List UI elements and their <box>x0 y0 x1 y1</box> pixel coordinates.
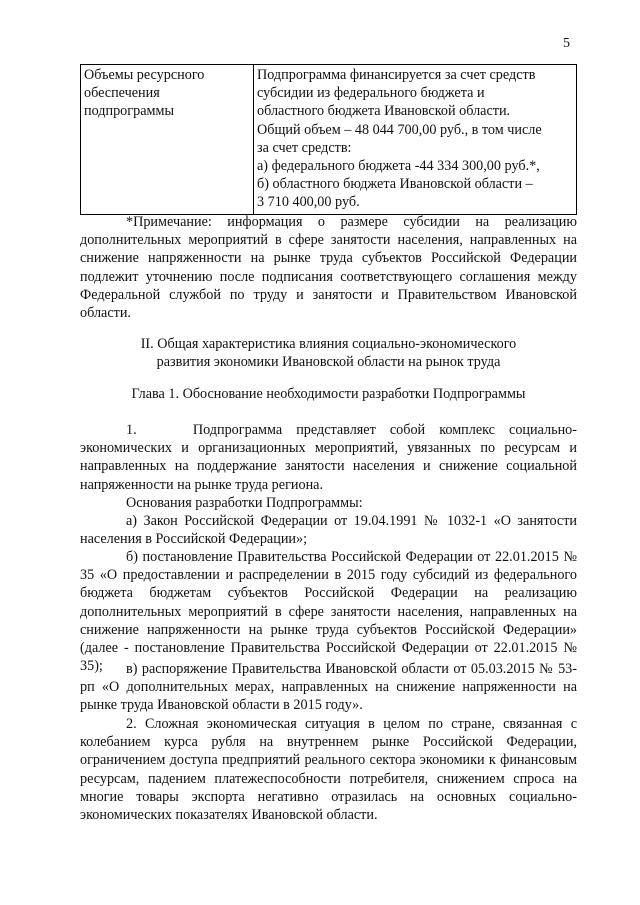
label-line: подпрограммы <box>84 103 174 120</box>
chapter-title: Глава 1. Обоснование необходимости разработки Подпрограммы <box>131 386 526 402</box>
value-line: субсидии из федерального бюджета и <box>257 85 485 102</box>
section-title-line-2: развития экономики Ивановской области на рынок труда <box>156 354 501 370</box>
subprogram-info-table <box>80 64 577 215</box>
page-number: 5 <box>563 36 570 51</box>
table-cell-value <box>254 65 577 215</box>
value-line: а) федерального бюджета -44 334 300,00 руб.*, <box>257 158 540 175</box>
footnote: *Примечание: информация о размере субсидии на реализацию дополнительных мероприятий в сфере занятости населения, направленных на снижение напряженности на рынке труда субъектов Российской Федерации подлежит уточнению после подписания соответствующего соглашения между Федеральной службой по труду и занятости и Правительством Ивановской области. <box>80 214 577 322</box>
table-row <box>81 65 577 215</box>
paragraph-1: 1. Подпрограмма представляет собой комплекс социально-экономических и организационных мероприятий, увязанных по ресурсам и направленных на поддержание занятости населения и снижение социальной напряженности на рынке труда региона. <box>80 422 581 493</box>
value-line: за счет средств: <box>257 139 352 156</box>
value-line: Общий объем – 48 044 700,00 руб., в том числе <box>257 121 542 138</box>
label-line: Объемы ресурсного <box>84 67 205 83</box>
value-line: б) областного бюджета Ивановской области – <box>257 176 533 193</box>
section-title-line-1: II. Общая характеристика влияния социально-экономического <box>140 336 517 352</box>
table-cell-label <box>81 65 254 215</box>
paragraph-resolution: б) постановление Правительства Российской Федерации от 22.01.2015 № 35 «О предоставлении и распределении в 2015 году субсидий из федерального бюджета бюджетам субъектов Российской Федерации на реализацию дополнительных мероприятий в сфере занятости населения, направленных на снижение напряженности на рынке труда субъектов Российской Федерации» (далее - постановление Правительства Российской Федерации от 22.01.2015 № 35); <box>80 549 577 675</box>
value-line: областного бюджета Ивановской области. <box>257 103 511 120</box>
label-line: обеспечения <box>84 85 160 102</box>
paragraph-2: 2. Сложная экономическая ситуация в целом по стране, связанная с колебанием курса рубля на внутреннем рынке Российской Федерации, ограничением доступа предприятий реального сектора экономики к финансовым ресурсам, падением платежеспособности потребителя, снижением спроса на многие товары экспорта негативно отразилась на основных социально-экономических показателях Ивановской области. <box>80 716 577 824</box>
paragraph-law: а) Закон Российской Федерации от 19.04.1991 № 1032-1 «О занятости населения в Российской Федерации»; <box>80 513 577 548</box>
value-line: Подпрограмма финансируется за счет средств <box>257 67 536 83</box>
paragraph-basis: Основания разработки Подпрограммы: <box>126 495 363 511</box>
value-line: 3 710 400,00 руб. <box>257 194 360 211</box>
paragraph-order: в) распоряжение Правительства Ивановской области от 05.03.2015 № 53-рп «О дополнительных мерах, направленных на снижение напряженности на рынке труда Ивановской области в 2015 году». <box>80 661 577 714</box>
